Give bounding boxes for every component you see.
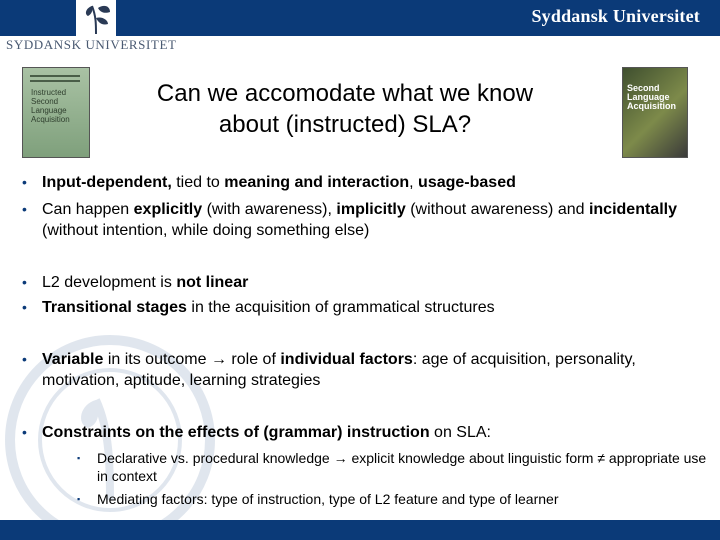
bullet-text: Transitional stages in the acquisition of grammatical structures [42,299,495,316]
sub-bullet-text: Declarative vs. procedural knowledge → explicit knowledge about linguistic form ≠ appropriate use in context [97,450,707,484]
slide-title-line1: Can we accomodate what we know [156,80,534,107]
bullet-dot: • [22,274,27,290]
book-cover-right [622,67,688,158]
bullet-item [22,297,712,318]
bullet-item [22,349,712,391]
bullet-text: Variable in its outcome → role of individual factors: age of acquisition, personality, motivation, aptitude, learning strategies [42,351,636,389]
bullet-dot: • [22,201,27,217]
book-right-title: Second Language Acquisition [627,83,676,111]
sub-bullet-item [77,490,717,508]
bullet-item [22,272,712,293]
slide-title [100,78,590,140]
bullet-item [22,199,712,241]
bullet-text: L2 development is not linear [42,274,249,291]
bullet-item [22,422,712,443]
book-left-title: Instructed Second Language Acquisition [31,88,70,124]
sub-bullet-dot: ▪ [77,453,81,463]
bullet-item [22,172,712,193]
bullet-dot: • [22,299,27,315]
bullet-dot: • [22,351,27,367]
sub-bullet-dot: ▪ [77,494,81,504]
sub-bullet-item [77,449,717,485]
bullet-dot: • [22,424,27,440]
university-wordmark: SYDDANSK UNIVERSITET [6,37,177,52]
book-cover-left [22,67,90,158]
bullet-text: Input-dependent, tied to meaning and interaction, usage-based [42,174,516,191]
slide-title-line2: about (instructed) SLA? [218,111,472,138]
bullet-text: Can happen explicitly (with awareness), implicitly (without awareness) and incidentally (without intention, while doing something else) [42,201,677,239]
sub-bullet-text: Mediating factors: type of instruction, type of L2 feature and type of learner [97,491,559,507]
bullet-text: Constraints on the effects of (grammar) instruction on SLA: [42,424,491,441]
university-logo-icon [78,0,114,34]
university-brand: Syddansk Universitet [531,6,700,26]
bullet-dot: • [22,174,27,190]
footer-bar [0,520,720,540]
